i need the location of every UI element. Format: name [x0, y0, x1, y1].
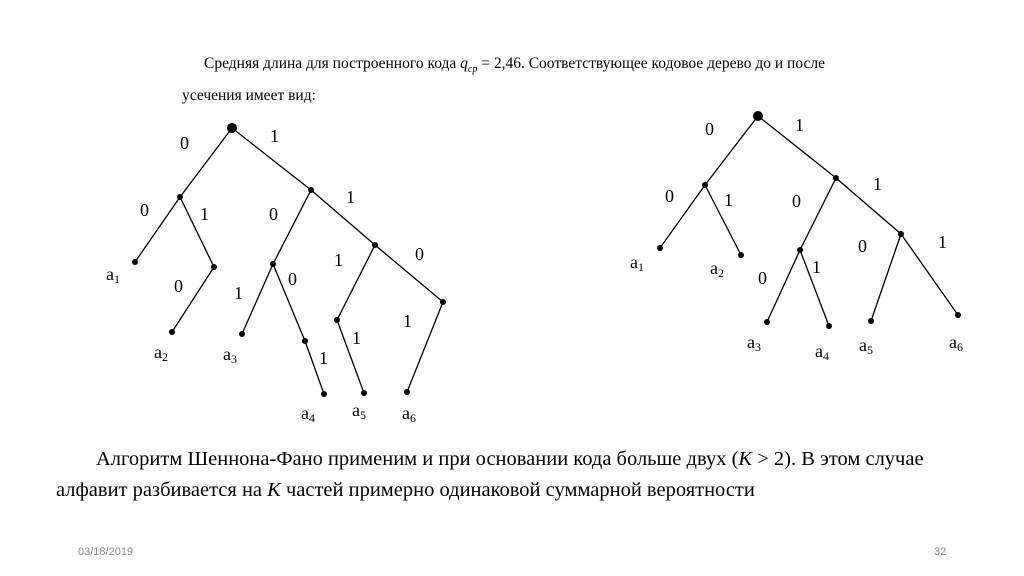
tree-right-edge [705, 185, 741, 255]
leaf-letter: a [301, 403, 309, 423]
tree-right-edge [901, 234, 958, 315]
leaf-index: 4 [823, 349, 829, 363]
leaf-letter: a [710, 258, 718, 278]
leaf-index: 3 [231, 352, 237, 366]
tree-right-edge-label: 1 [873, 174, 882, 194]
tree-left-edge [273, 190, 311, 264]
tree-left-edge-label: 0 [140, 200, 149, 220]
tree-right-leaf-label [630, 252, 644, 274]
q-letter: q [460, 55, 468, 72]
tree-left-node [211, 264, 217, 270]
tree-right-edge [767, 250, 800, 322]
intro-after-q: = 2,46. Соответствующее кодовое дерево до и после [477, 55, 825, 72]
tree-left-leaf [239, 331, 245, 337]
tree-left-leaf-label [154, 342, 168, 364]
leaf-letter: a [154, 342, 162, 362]
tree-left-node [334, 317, 340, 323]
tree-right-leaf-label [747, 332, 761, 354]
tree-right-edge-label: 1 [938, 232, 947, 252]
tree-left-root [227, 123, 237, 133]
leaf-index: 4 [309, 411, 315, 425]
tree-right-leaf-label [815, 341, 829, 363]
tree-left-edge [407, 302, 443, 392]
main-paragraph [56, 444, 976, 506]
tree-left-edge-label: 1 [319, 348, 328, 368]
tree-right [630, 111, 963, 363]
tree-right-leaf [657, 245, 663, 251]
leaf-index: 1 [638, 260, 644, 274]
tree-left-edge-label: 1 [346, 187, 355, 207]
tree-left-edge-label: 1 [234, 283, 243, 303]
leaf-index: 6 [410, 411, 416, 425]
tree-left-edge-label: 1 [403, 311, 412, 331]
tree-right-edge-label: 1 [724, 190, 733, 210]
tree-right-edge-label: 0 [858, 236, 867, 256]
tree-left-edge-label: 0 [269, 204, 278, 224]
tree-left-node [440, 299, 446, 305]
leaf-index: 2 [162, 350, 168, 364]
tree-right-edge [836, 178, 901, 234]
tree-left-leaf-label [223, 344, 237, 366]
tree-left-leaf [321, 391, 327, 397]
main-text-part: Алгоритм Шеннона-Фано применим и при основании кода больше двух ( [96, 448, 739, 470]
tree-left-node [372, 242, 378, 248]
tree-left-node [302, 338, 308, 344]
tree-left-edge-label: 1 [352, 328, 361, 348]
leaf-letter: a [352, 400, 360, 420]
tree-left-node [270, 261, 276, 267]
main-text-part: > 2). В этом случае алфавит разбивается на [56, 448, 924, 501]
k-symbol: K [738, 448, 753, 470]
tree-right-edge-label: 0 [705, 119, 714, 139]
tree-left-edge [375, 245, 443, 302]
q-subscript: ср [467, 64, 478, 76]
tree-left-edge [311, 190, 375, 245]
leaf-letter: a [223, 344, 231, 364]
leaf-letter: a [747, 332, 755, 352]
leaf-index: 5 [360, 408, 366, 422]
tree-left-leaf-label [301, 403, 315, 425]
tree-left-edge-label: 0 [415, 244, 424, 264]
leaf-index: 3 [755, 340, 761, 354]
tree-left-leaf-label [402, 403, 416, 425]
leaf-letter: a [106, 264, 114, 284]
tree-right-edge-label: 1 [812, 257, 821, 277]
tree-right-leaf-label [710, 258, 724, 280]
leaf-letter: a [630, 252, 638, 272]
tree-left-node [308, 187, 314, 193]
tree-left-edge-label: 1 [200, 204, 209, 224]
tree-left-edge-label: 0 [174, 276, 183, 296]
leaf-index: 2 [718, 266, 724, 280]
leaf-letter: a [815, 341, 823, 361]
tree-left-edge [242, 264, 273, 334]
tree-right-node [833, 175, 839, 181]
tree-right-edge [871, 234, 901, 321]
tree-left-leaf-label [106, 264, 120, 286]
page-number: 32 [934, 546, 947, 558]
tree-left-edge-label: 0 [288, 269, 297, 289]
leaf-index: 5 [867, 343, 873, 357]
tree-right-leaf [738, 252, 744, 258]
tree-right-edge [800, 178, 836, 250]
leaf-letter: a [402, 403, 410, 423]
tree-right-root [753, 111, 763, 121]
tree-left [106, 123, 446, 425]
leaf-letter: a [949, 332, 957, 352]
tree-right-edge-label: 0 [665, 186, 674, 206]
tree-left-edge-label: 1 [334, 250, 343, 270]
leaf-letter: a [859, 335, 867, 355]
tree-left-leaf [404, 389, 410, 395]
tree-right-edge-label: 0 [792, 191, 801, 211]
tree-right-node [797, 247, 803, 253]
tree-right-leaf [955, 312, 961, 318]
k-symbol: K [267, 479, 281, 501]
footer-date: 03/18/2019 [78, 546, 134, 558]
tree-right-edge-label: 0 [758, 268, 767, 288]
leaf-index: 6 [957, 340, 963, 354]
tree-left-edge-label: 0 [180, 133, 189, 153]
tree-left-leaf [169, 329, 175, 335]
tree-left-node [177, 194, 183, 200]
main-text-part: частей примерно одинаковой суммарной вероятности [280, 479, 755, 501]
intro-before-q: Средняя длина для построенного кода [204, 55, 461, 72]
tree-right-edge-label: 1 [795, 115, 804, 135]
tree-right-leaf-label [949, 332, 963, 354]
tree-left-leaf [132, 259, 138, 265]
intro-line-2: усечения имеет вид: [182, 87, 316, 105]
tree-right-leaf [764, 319, 770, 325]
tree-left-edge-label: 1 [270, 126, 279, 146]
tree-right-node [898, 231, 904, 237]
tree-right-leaf [868, 318, 874, 324]
tree-right-leaf-label [859, 335, 873, 357]
tree-right-node [702, 182, 708, 188]
leaf-index: 1 [114, 272, 120, 286]
tree-right-leaf [826, 323, 832, 329]
tree-left-leaf-label [352, 400, 366, 422]
tree-left-leaf [361, 390, 367, 396]
